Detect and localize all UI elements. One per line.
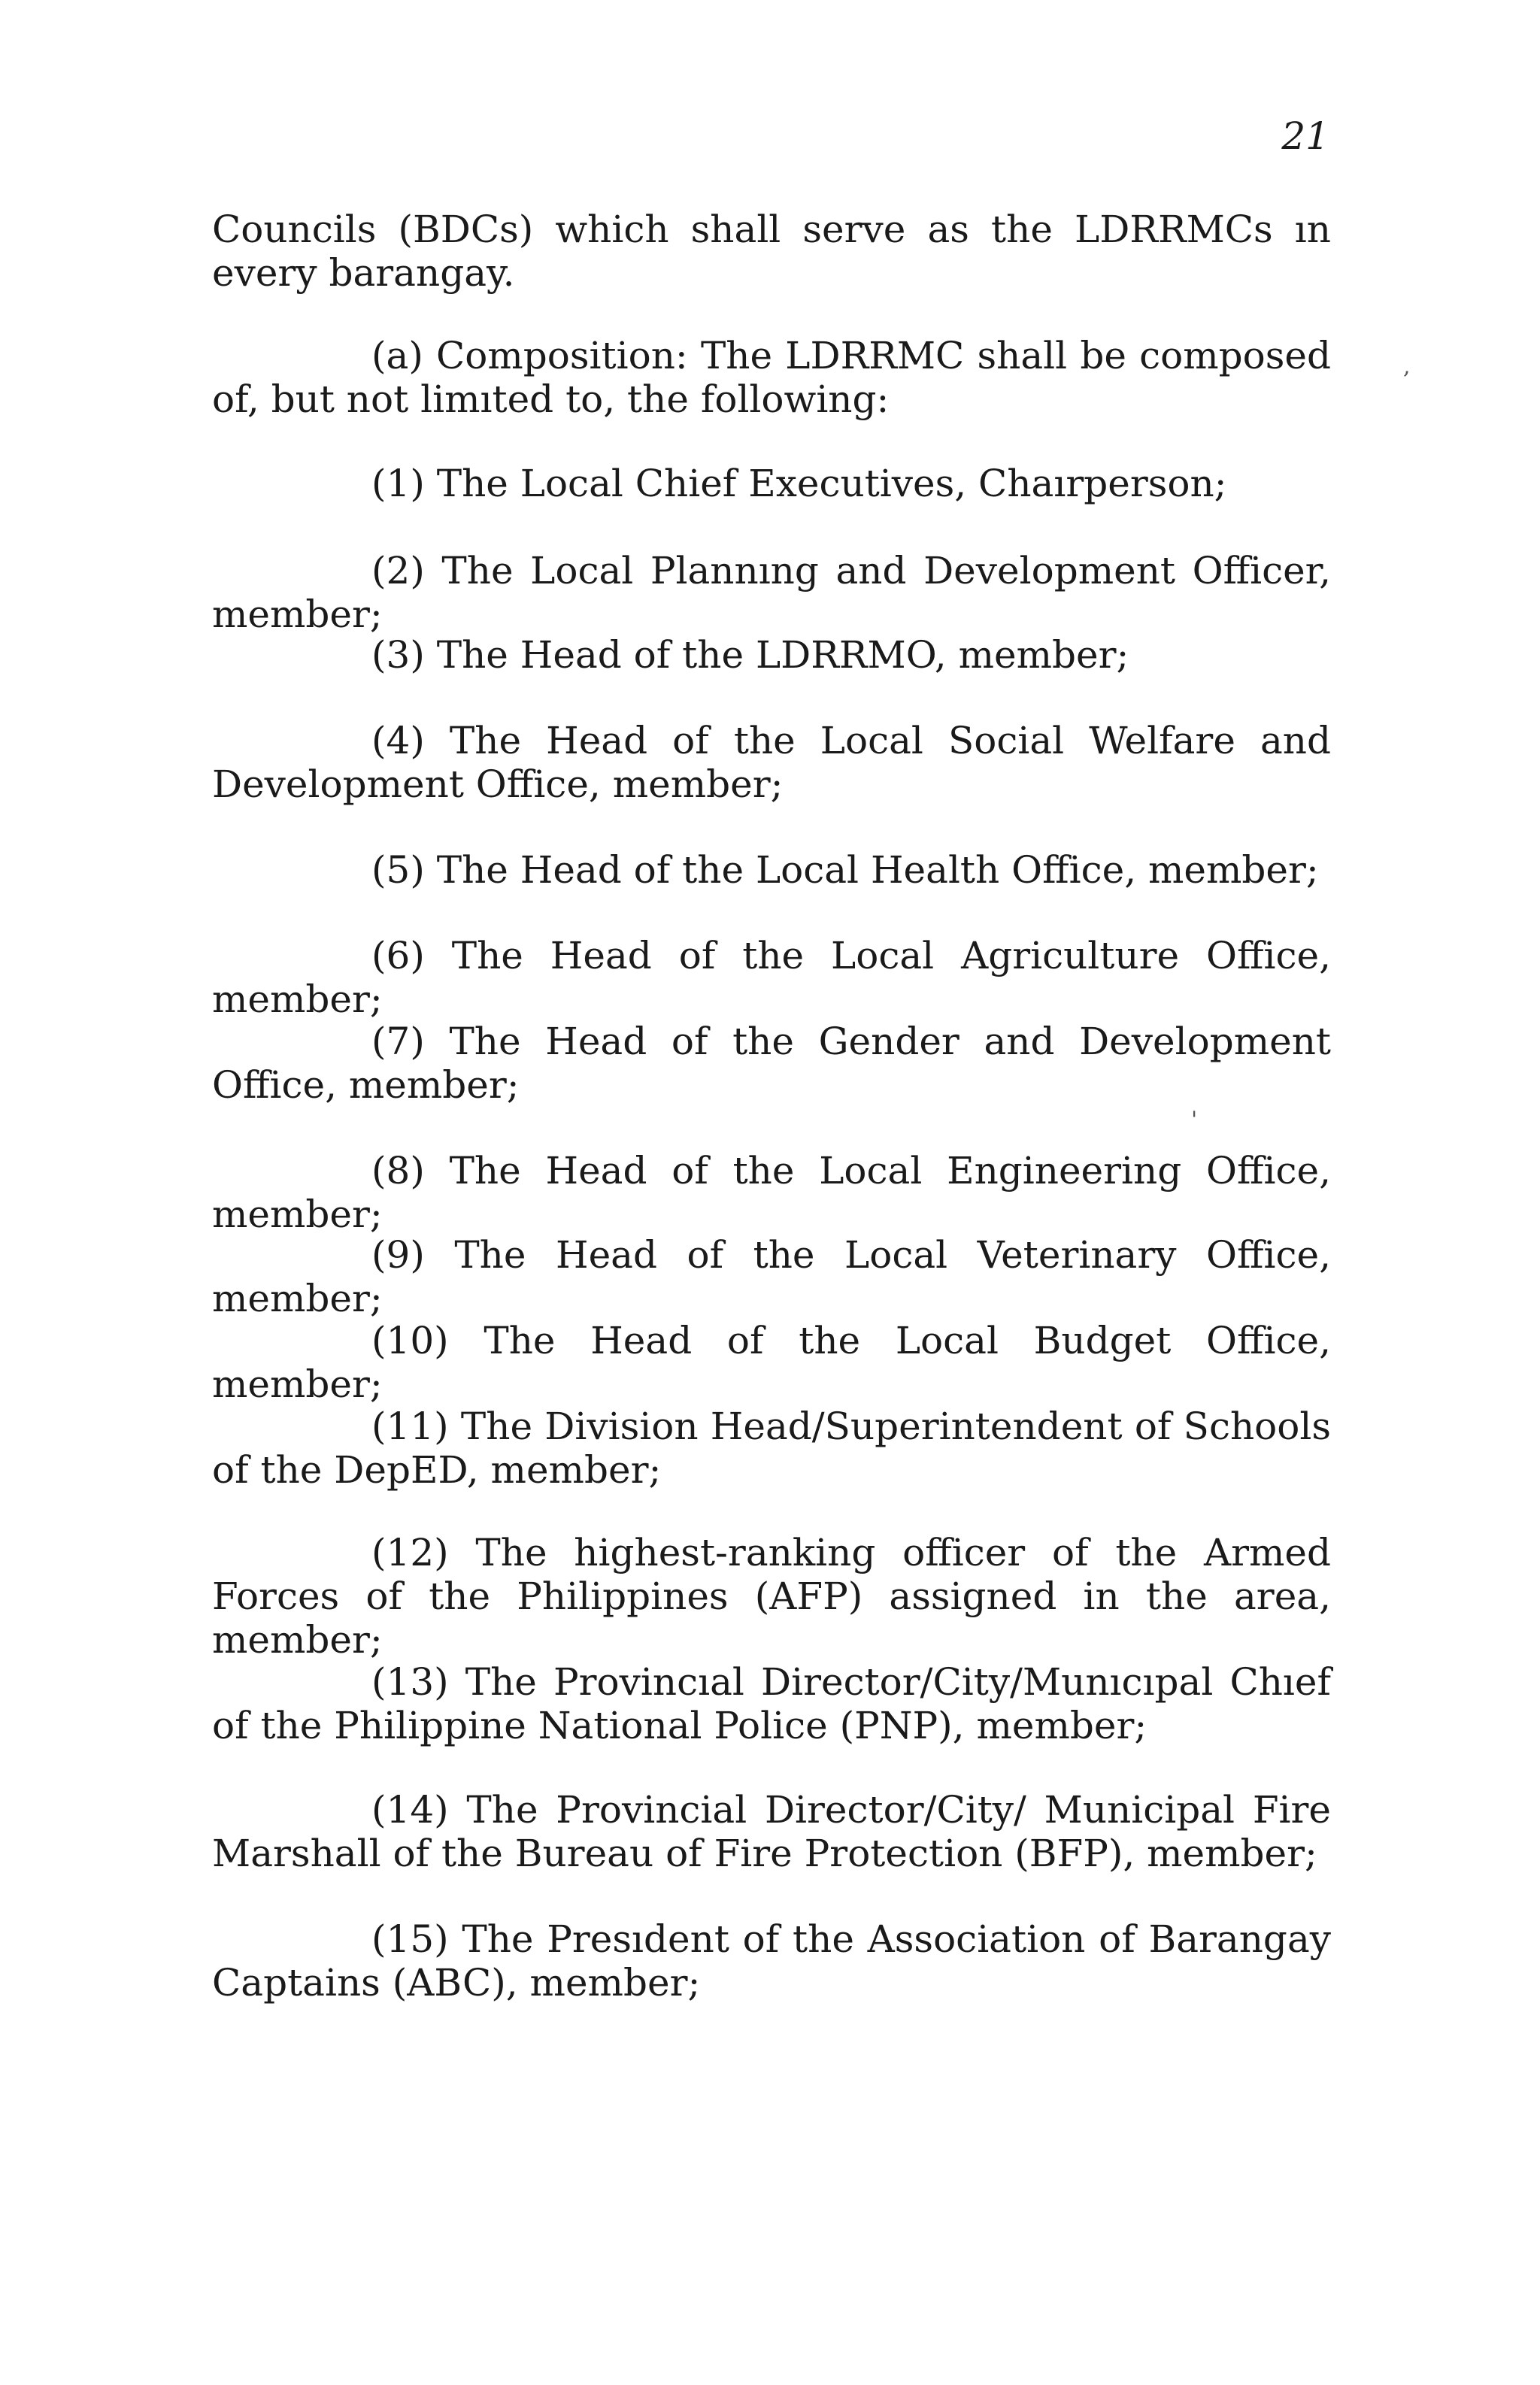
- list-item: (13) The Provincıal Director/City/Munıcıpal Chıef of the Philippine National Police (PNP), member;: [212, 1660, 1331, 1747]
- list-item: (14) The Provincial Director/City/ Municipal Fire Marshall of the Bureau of Fire Protection (BFP), member;: [212, 1788, 1331, 1875]
- page-number: 21: [1281, 114, 1329, 158]
- list-item: (1) The Local Chief Executives, Chaırperson;: [371, 462, 1227, 505]
- list-item: (5) The Head of the Local Health Office, member;: [371, 848, 1319, 892]
- list-item: (12) The highest-ranking officer of the Armed Forces of the Philippines (AFP) assigned in the area, member;: [212, 1531, 1331, 1662]
- list-item: (8) The Head of the Local Engineering Office, member;: [212, 1149, 1331, 1236]
- paragraph-intro: Councils (BDCs) which shall serve as the LDRRMCs ın every barangay.: [212, 208, 1331, 295]
- list-item: (7) The Head of the Gender and Development Office, member;: [212, 1020, 1331, 1107]
- list-item: (11) The Division Head/Superintendent of Schools of the DepED, member;: [212, 1405, 1331, 1492]
- list-item: (3) The Head of the LDRRMO, member;: [371, 633, 1129, 677]
- list-item: (4) The Head of the Local Social Welfare and Development Office, member;: [212, 719, 1331, 806]
- scan-speck: ,: [1403, 353, 1411, 380]
- list-item: (6) The Head of the Local Agriculture Office, member;: [212, 934, 1331, 1021]
- scan-speck: ': [1191, 1107, 1198, 1133]
- list-item: (10) The Head of the Local Budget Office, member;: [212, 1319, 1331, 1406]
- list-item: (9) The Head of the Local Veterinary Office, member;: [212, 1233, 1331, 1320]
- paragraph-composition: (a) Composition: The LDRRMC shall be composed of, but not limıted to, the following:: [212, 334, 1331, 421]
- list-item: (2) The Local Plannıng and Development Officer, member;: [212, 549, 1331, 636]
- list-item: (15) The Presıdent of the Association of Barangay Captains (ABC), member;: [212, 1917, 1331, 2005]
